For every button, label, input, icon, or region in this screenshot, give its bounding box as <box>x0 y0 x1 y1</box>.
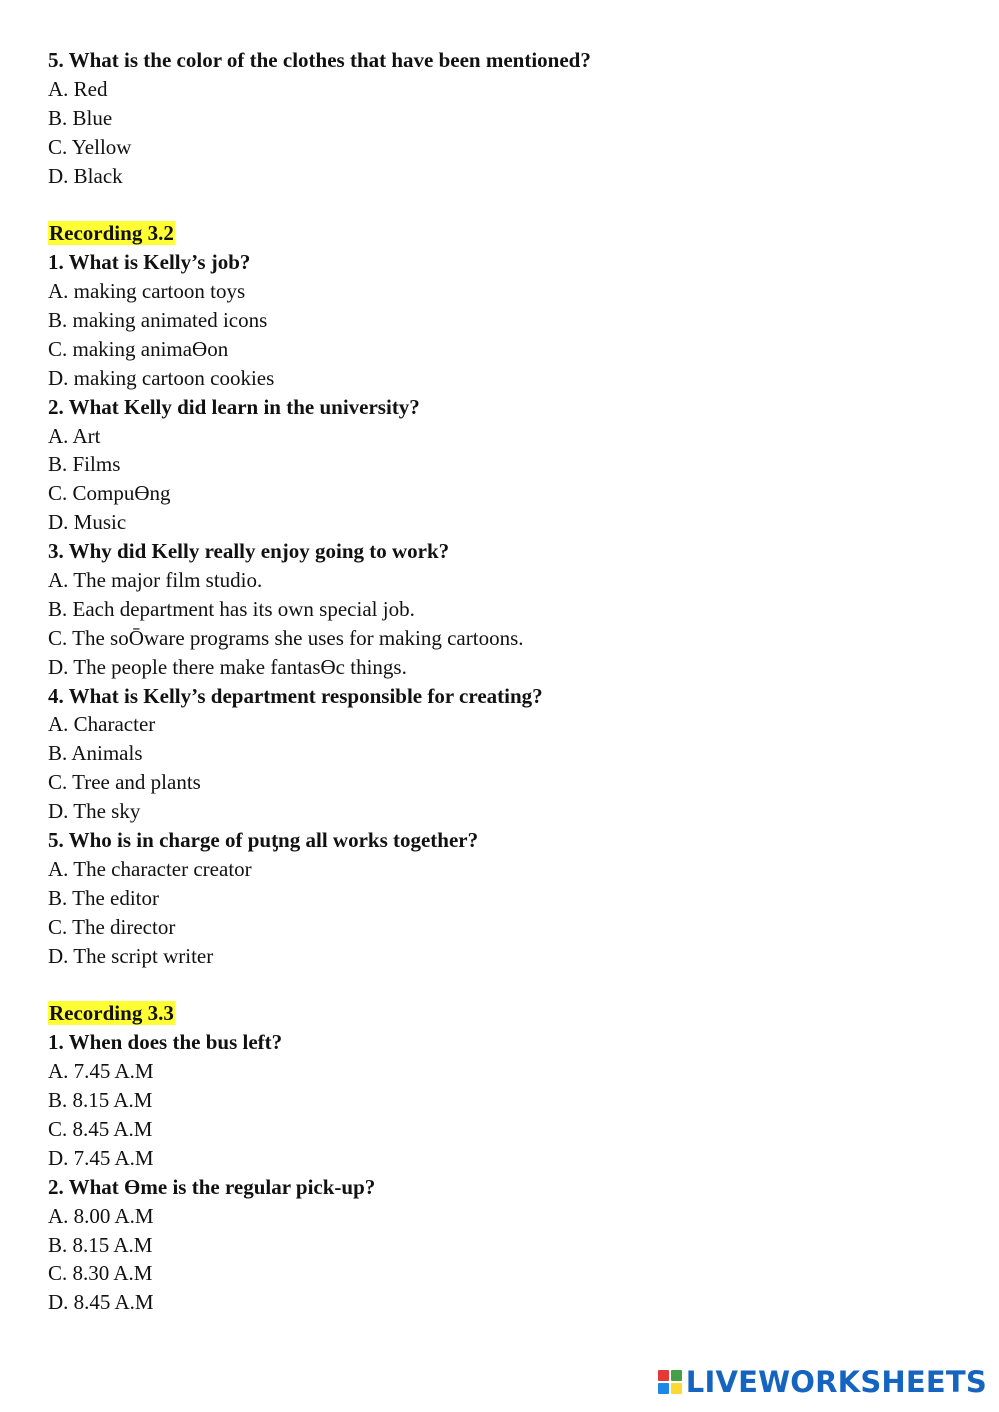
answer-option: C. 8.45 A.M <box>48 1116 153 1141</box>
question-text: 3. Why did Kelly really enjoy going to work? <box>48 539 450 564</box>
answer-option: C. 8.30 A.M <box>48 1261 153 1286</box>
answer-option: D. Music <box>48 510 127 535</box>
liveworksheets-logo <box>658 1362 987 1402</box>
answer-option: A. 7.45 A.M <box>48 1059 154 1084</box>
answer-option: A. Red <box>48 76 108 101</box>
answer-option: C. making animaƟon <box>48 336 229 361</box>
recording-heading: Recording 3.3 <box>49 1001 174 1026</box>
question-block <box>48 393 948 537</box>
recording-section-3-3 <box>48 999 948 1317</box>
question-text: 5. Who is in charge of puƫng all works together? <box>48 828 479 853</box>
answer-option: C. Yellow <box>48 134 132 159</box>
answer-option: C. CompuƟng <box>48 481 171 506</box>
answer-option: B. Films <box>48 452 121 477</box>
question-block <box>48 46 948 190</box>
answer-option: B. Blue <box>48 105 113 130</box>
answer-option: D. Black <box>48 163 123 188</box>
logo-text: LIVEWORKSHEETS <box>685 1365 987 1399</box>
question-text: 4. What is Kelly’s department responsible for creating? <box>48 683 543 708</box>
answer-option: A. Art <box>48 423 101 448</box>
spacer <box>48 971 948 1000</box>
answer-option: B. 8.15 A.M <box>48 1088 153 1113</box>
answer-option: A. making cartoon toys <box>48 279 246 304</box>
question-block <box>48 826 948 970</box>
answer-option: A. 8.00 A.M <box>48 1203 154 1228</box>
answer-option: C. The soŌware programs she uses for making cartoons. <box>48 625 524 650</box>
answer-option: D. making cartoon cookies <box>48 365 275 390</box>
answer-option: D. 8.45 A.M <box>48 1290 154 1315</box>
answer-option: C. The director <box>48 914 176 939</box>
question-block <box>48 682 948 826</box>
answer-option: B. Animals <box>48 741 143 766</box>
answer-option: B. 8.15 A.M <box>48 1232 153 1257</box>
question-block <box>48 1028 948 1172</box>
answer-option: D. 7.45 A.M <box>48 1145 154 1170</box>
question-text: 2. What Ɵme is the regular pick-up? <box>48 1174 376 1199</box>
question-text: 5. What is the color of the clothes that have been mentioned? <box>48 48 591 72</box>
liveworksheets-logo-icon <box>658 1370 682 1394</box>
spacer <box>48 190 948 219</box>
answer-option: D. The script writer <box>48 943 214 968</box>
question-block <box>48 537 948 681</box>
answer-option: B. Each department has its own special job. <box>48 596 415 621</box>
answer-option: B. The editor <box>48 885 160 910</box>
answer-option: C. Tree and plants <box>48 770 201 795</box>
answer-option: B. making animated icons <box>48 308 268 333</box>
answer-option: A. Character <box>48 712 156 737</box>
question-text: 1. What is Kelly’s job? <box>48 250 251 275</box>
question-block <box>48 248 948 392</box>
answer-option: A. The character creator <box>48 856 252 881</box>
answer-option: D. The sky <box>48 799 141 824</box>
recording-section-3-2 <box>48 219 948 970</box>
question-text: 2. What Kelly did learn in the university? <box>48 394 420 419</box>
answer-option: A. The major film studio. <box>48 568 263 593</box>
recording-heading: Recording 3.2 <box>49 221 174 246</box>
worksheet-content <box>48 46 948 1317</box>
answer-option: D. The people there make fantasƟc things. <box>48 654 407 679</box>
question-block <box>48 1173 948 1317</box>
question-text: 1. When does the bus left? <box>48 1030 283 1055</box>
